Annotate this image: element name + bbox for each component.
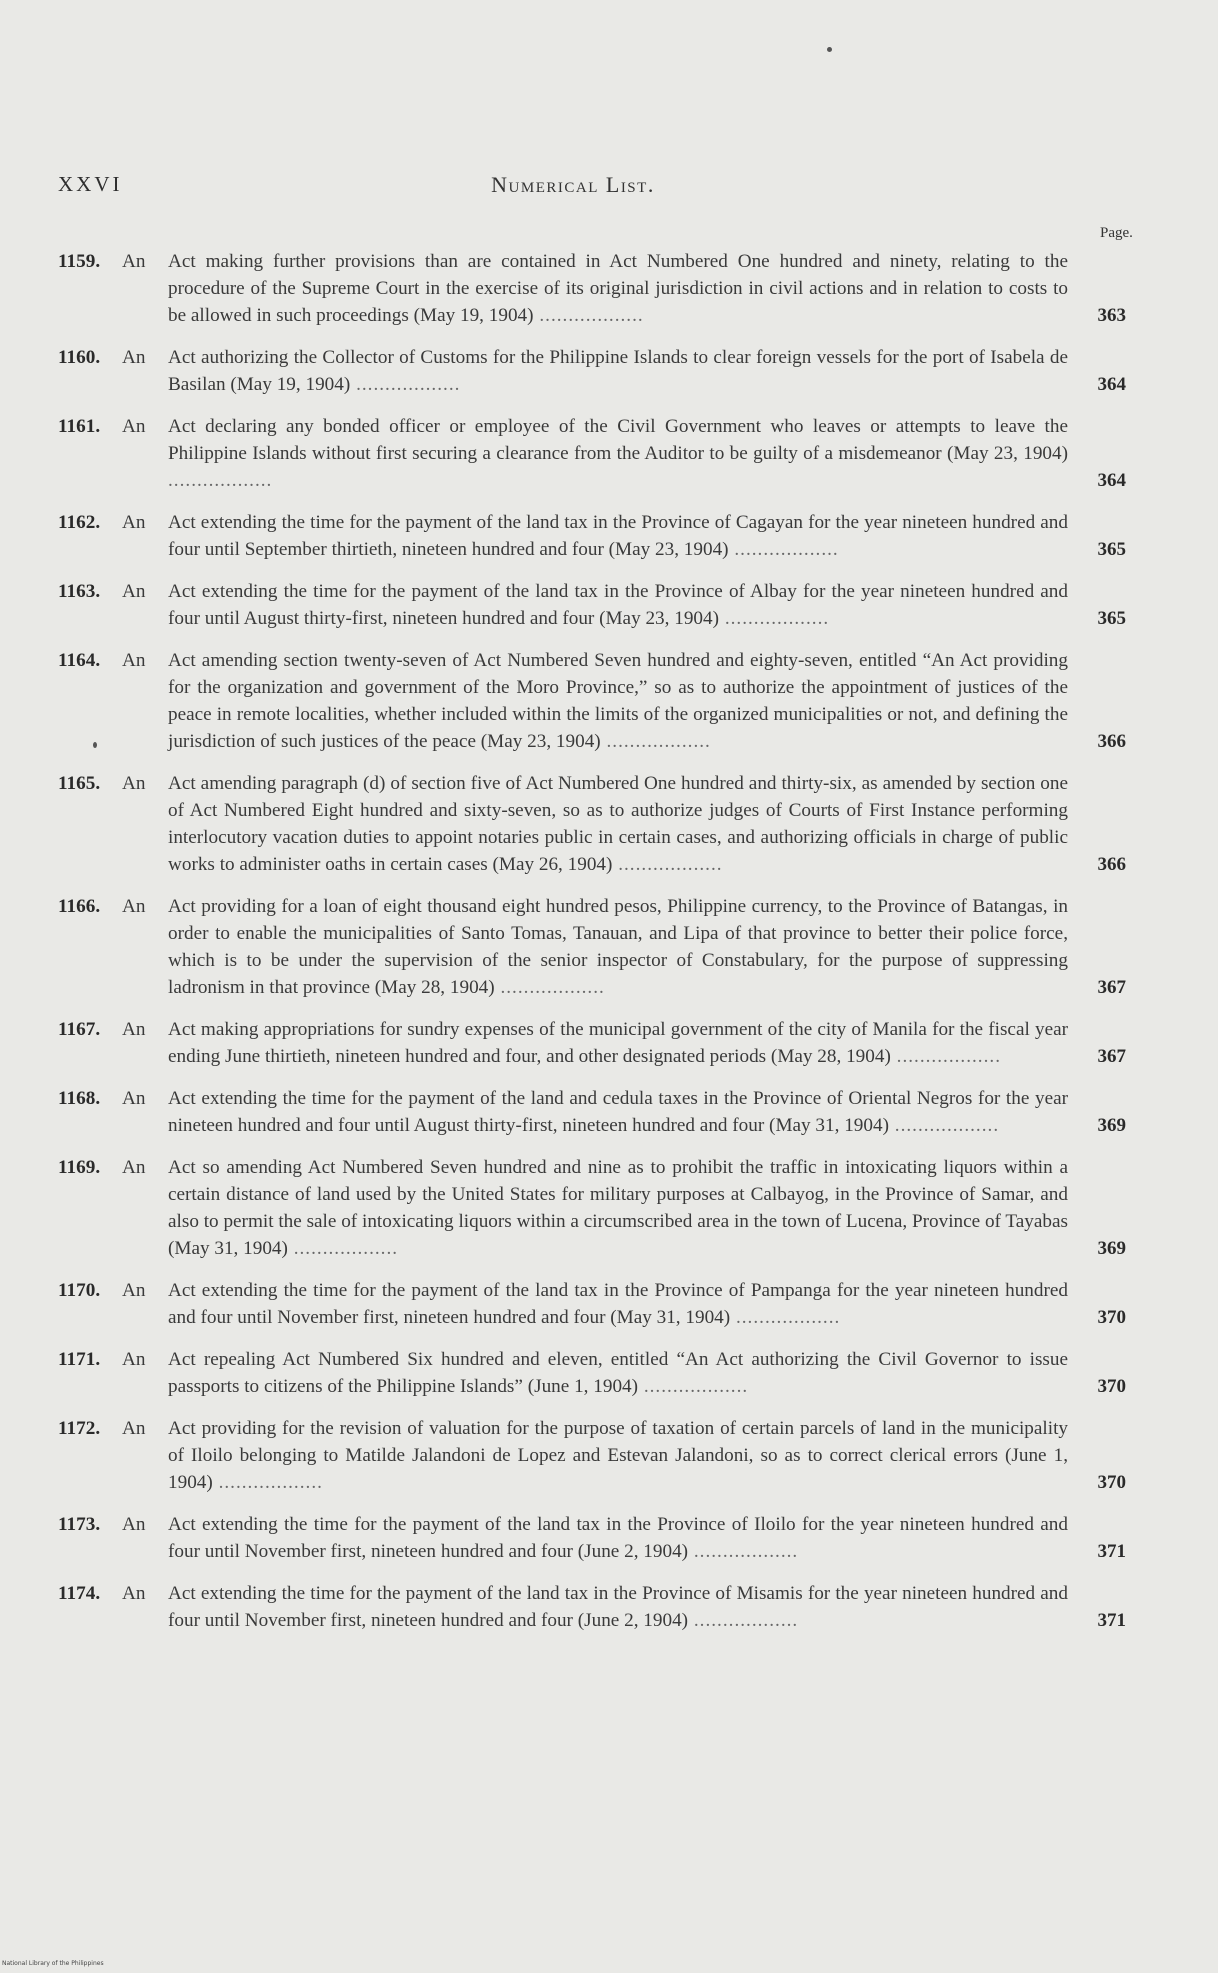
entry-text-block (58, 1415, 1068, 1496)
act-article: An (122, 650, 146, 671)
act-article: An (122, 347, 146, 368)
roman-page-number: XXVI (58, 172, 123, 196)
entry-text-block (58, 1085, 1068, 1139)
list-item (58, 413, 1126, 494)
page-number: 365 (1097, 539, 1126, 560)
numerical-list (58, 248, 1126, 1649)
page-number: 371 (1097, 1541, 1126, 1562)
act-article: An (122, 1349, 146, 1370)
act-number: 1164. (58, 650, 101, 671)
act-description: Act repealing Act Numbered Six hundred and eleven, entitled “An Act authorizing the Civil Governor to issue passports to citizens of the Philippine Islands” (June 1, 1904) (168, 1349, 1068, 1397)
act-article: An (122, 1514, 146, 1535)
list-item (58, 893, 1126, 1001)
ink-dot (827, 47, 832, 52)
act-description: Act extending the time for the payment of the land tax in the Province of Iloilo for the year nineteen hundred and four until November first, nineteen hundred and four (June 2, 1904) (168, 1514, 1068, 1562)
entry-text-block (58, 413, 1068, 494)
act-article: An (122, 1088, 146, 1109)
list-item (58, 1511, 1126, 1565)
act-article: An (122, 251, 146, 272)
act-number: 1174. (58, 1583, 101, 1604)
act-description: Act amending paragraph (d) of section five of Act Numbered One hundred and thirty-six, as amended by section one of Act Numbered Eight hundred and sixty-seven, so as to authorize judges of Courts of First Instance performing interlocutory vacation duties to appoint notaries public in certain cases, and authorizing officials in charge of public works to administer oaths in certain cases (May 26, 1904) (168, 773, 1068, 875)
act-description: Act extending the time for the payment of the land tax in the Province of Misamis for the year nineteen hundred and four until November first, nineteen hundred and four (June 2, 1904) (168, 1583, 1068, 1631)
dot-leader: .................. (612, 854, 723, 875)
footer-source: National Library of the Philippines (2, 1960, 104, 1967)
page-number: 364 (1097, 470, 1126, 491)
act-number: 1168. (58, 1088, 101, 1109)
list-item (58, 578, 1126, 632)
act-number: 1165. (58, 773, 101, 794)
entry-text-block (58, 1511, 1068, 1565)
dot-leader: .................. (688, 1610, 799, 1631)
list-item (58, 509, 1126, 563)
act-description: Act authorizing the Collector of Customs for the Philippine Islands to clear foreign vessels for the port of Isabela de Basilan (May 19, 1904) (168, 347, 1068, 395)
list-item (58, 344, 1126, 398)
entry-text-block (58, 1346, 1068, 1400)
act-article: An (122, 581, 146, 602)
act-description: Act making appropriations for sundry expenses of the municipal government of the city of Manila for the fiscal year ending June thirtieth, nineteen hundred and four, and other designated periods (May 28, 1904) (168, 1019, 1068, 1067)
list-item (58, 1277, 1126, 1331)
dot-leader: .................. (212, 1472, 323, 1493)
act-number: 1161. (58, 416, 101, 437)
act-description: Act extending the time for the payment of the land and cedula taxes in the Province of Oriental Negros for the year nineteen hundred and four until August thirty-first, nineteen hundred and four (May 31, 1904) (168, 1088, 1068, 1136)
list-item (58, 1415, 1126, 1496)
entry-text-block (58, 248, 1068, 329)
page-number: 366 (1097, 731, 1126, 752)
entry-text-block (58, 647, 1068, 755)
act-description: Act so amending Act Numbered Seven hundred and nine as to prohibit the traffic in intoxicating liquors within a certain distance of land used by the United States for military purposes at Calbayog, in the Province of Samar, and also to permit the sale of intoxicating liquors within a circumscribed area in the town of Lucena, Province of Tayabas (May 31, 1904) (168, 1157, 1068, 1259)
act-number: 1160. (58, 347, 101, 368)
page-number: 369 (1097, 1115, 1126, 1136)
act-article: An (122, 1418, 146, 1439)
page-number: 371 (1097, 1610, 1126, 1631)
dot-leader: .................. (888, 1115, 1000, 1136)
act-description: Act extending the time for the payment of the land tax in the Province of Pampanga for the year nineteen hundred and four until November first, nineteen hundred and four (May 31, 1904) (168, 1280, 1068, 1328)
page-number: 370 (1097, 1376, 1126, 1397)
page-number: 370 (1097, 1472, 1126, 1493)
dot-leader: .................. (350, 374, 461, 395)
page-number: 366 (1097, 854, 1126, 875)
act-number: 1162. (58, 512, 101, 533)
list-item (58, 1016, 1126, 1070)
act-article: An (122, 1019, 146, 1040)
page-number: 367 (1097, 977, 1126, 998)
act-article: An (122, 1583, 146, 1604)
list-item (58, 1085, 1126, 1139)
entry-text-block (58, 1277, 1068, 1331)
act-article: An (122, 773, 146, 794)
entry-text-block (58, 578, 1068, 632)
dot-leader: .................. (494, 977, 605, 998)
entry-text-block (58, 509, 1068, 563)
dot-leader: .................. (688, 1541, 799, 1562)
dot-leader: .................. (600, 731, 711, 752)
act-number: 1173. (58, 1514, 101, 1535)
act-description: Act amending section twenty-seven of Act Numbered Seven hundred and eighty-seven, entitled “An Act providing for the organization and government of the Moro Province,” so as to authorize the appointment of justices of the peace in remote localities, whether included within the limits of the organized municipalities or not, and defining the jurisdiction of such justices of the peace (May 23, 1904) (168, 650, 1068, 752)
page-number: 367 (1097, 1046, 1126, 1067)
entry-text-block (58, 893, 1068, 1001)
page-title: Numerical List. (491, 172, 655, 197)
act-number: 1170. (58, 1280, 101, 1301)
entry-text-block (58, 1154, 1068, 1262)
act-article: An (122, 416, 146, 437)
page-number: 369 (1097, 1238, 1126, 1259)
act-article: An (122, 896, 146, 917)
dot-leader: .................. (890, 1046, 1001, 1067)
page-number: 370 (1097, 1307, 1126, 1328)
list-item (58, 770, 1126, 878)
page-number: 363 (1097, 305, 1126, 326)
dot-leader: .................. (168, 470, 273, 491)
dot-leader: .................. (719, 608, 830, 629)
act-number: 1159. (58, 251, 101, 272)
act-description: Act providing for a loan of eight thousand eight hundred pesos, Philippine currency, to the Province of Batangas, in order to enable the municipalities of Santo Tomas, Tanauan, and Lipa of that province to better their police force, which is to be under the supervision of the senior inspector of Constabulary, for the purpose of suppressing ladronism in that province (May 28, 1904) (168, 896, 1068, 998)
act-number: 1163. (58, 581, 101, 602)
act-number: 1167. (58, 1019, 101, 1040)
list-item (58, 1580, 1126, 1634)
dot-leader: .................. (730, 1307, 841, 1328)
list-item (58, 248, 1126, 329)
act-article: An (122, 1280, 146, 1301)
list-item (58, 1154, 1126, 1262)
act-description: Act declaring any bonded officer or employee of the Civil Government who leaves or attempts to leave the Philippine Islands without first securing a clearance from the Auditor to be guilty of a misdemeanor (May 23, 1904) (168, 416, 1068, 464)
entry-text-block (58, 770, 1068, 878)
act-number: 1169. (58, 1157, 101, 1178)
entry-text-block (58, 344, 1068, 398)
entry-text-block (58, 1016, 1068, 1070)
act-number: 1166. (58, 896, 101, 917)
dot-leader: .................. (287, 1238, 399, 1259)
dot-leader: .................. (638, 1376, 749, 1397)
act-description: Act extending the time for the payment of the land tax in the Province of Cagayan for the year nineteen hundred and four until September thirtieth, nineteen hundred and four (May 23, 1904) (168, 512, 1068, 560)
act-description: Act extending the time for the payment of the land tax in the Province of Albay for the year nineteen hundred and four until August thirty-first, nineteen hundred and four (May 23, 1904) (168, 581, 1068, 629)
page-number: 365 (1097, 608, 1126, 629)
act-number: 1171. (58, 1349, 101, 1370)
list-item (58, 647, 1126, 755)
page-header (58, 172, 1088, 202)
act-description: Act making further provisions than are contained in Act Numbered One hundred and ninety, relating to the procedure of the Supreme Court in the exercise of its original jurisdiction in civil actions and in relation to costs to be allowed in such proceedings (May 19, 1904) (168, 251, 1068, 326)
act-article: An (122, 1157, 146, 1178)
act-number: 1172. (58, 1418, 101, 1439)
act-article: An (122, 512, 146, 533)
list-item (58, 1346, 1126, 1400)
dot-leader: .................. (728, 539, 839, 560)
entry-text-block (58, 1580, 1068, 1634)
page-number: 364 (1097, 374, 1126, 395)
dot-leader: .................. (533, 305, 644, 326)
act-description: Act providing for the revision of valuation for the purpose of taxation of certain parcels of land in the municipality of Iloilo belonging to Matilde Jalandoni de Lopez and Estevan Jalandoni, so as to correct clerical errors (June 1, 1904) (168, 1418, 1068, 1493)
page-column-label: Page. (1100, 225, 1133, 241)
